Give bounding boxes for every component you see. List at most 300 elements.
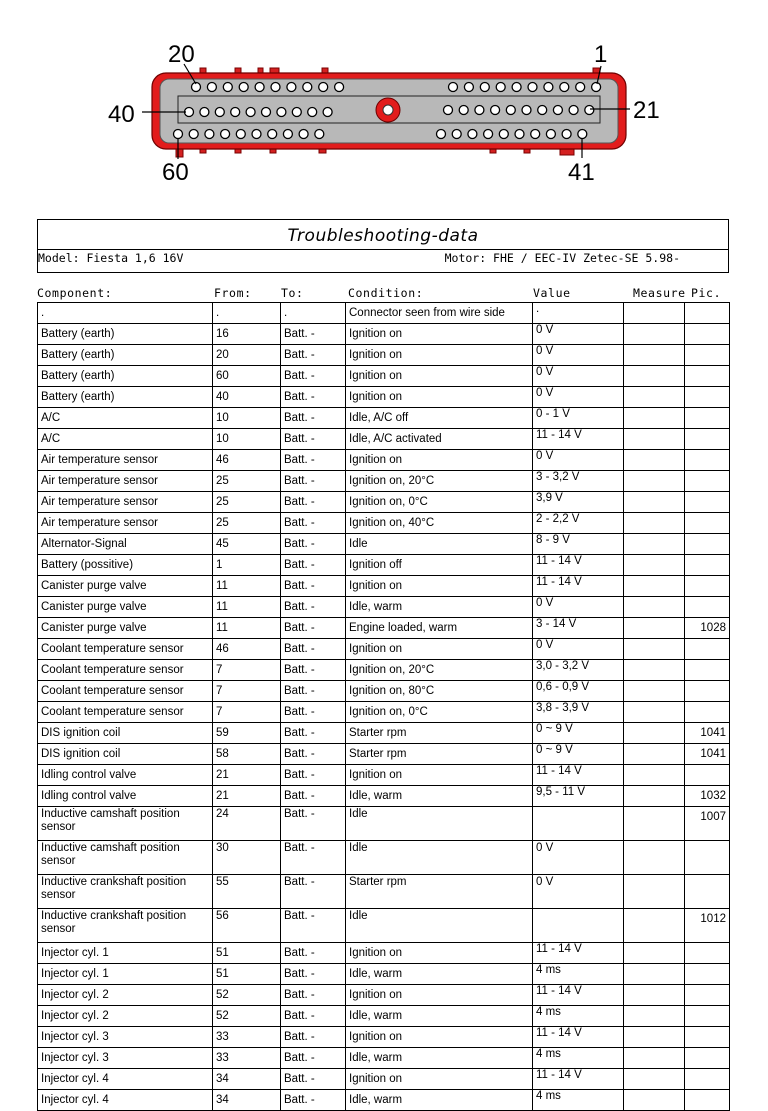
table-row [38, 744, 730, 765]
cell-to: Batt. - [281, 786, 346, 807]
table-row [38, 639, 730, 660]
cell-measure [624, 909, 685, 943]
cell-from: 24 [213, 807, 281, 841]
cell-condition: Ignition on, 0°C [346, 492, 533, 513]
table-row [38, 618, 730, 639]
cell-condition: Ignition on, 0°C [346, 702, 533, 723]
cell-pic [685, 1048, 730, 1069]
cell-value: 0 V [533, 450, 624, 471]
cell-from: 11 [213, 597, 281, 618]
cell-to: Batt. - [281, 1090, 346, 1111]
cell-component: Battery (earth) [38, 387, 213, 408]
cell-value: 11 - 14 V [533, 1069, 624, 1090]
cell-to: Batt. - [281, 964, 346, 985]
cell-condition: Ignition on [346, 985, 533, 1006]
cell-from: 34 [213, 1069, 281, 1090]
connector-pin [585, 106, 594, 115]
cell-from: 51 [213, 943, 281, 964]
connector-pin [239, 83, 248, 92]
cell-from: 10 [213, 429, 281, 450]
cell-component: A/C [38, 429, 213, 450]
cell-component: Inductive camshaft position sensor [38, 807, 213, 841]
cell-value: 3 - 3,2 V [533, 471, 624, 492]
connector-pin [506, 106, 515, 115]
cell-measure [624, 450, 685, 471]
cell-from: 11 [213, 618, 281, 639]
connector-pin [562, 130, 571, 139]
cell-from: 34 [213, 1090, 281, 1111]
cell-to: Batt. - [281, 875, 346, 909]
table-row [38, 841, 730, 875]
cell-measure [624, 660, 685, 681]
cell-value: 0 V [533, 366, 624, 387]
pin-label-41: 41 [568, 159, 595, 186]
cell-condition: Idle, warm [346, 1090, 533, 1111]
cell-condition: Ignition on [346, 639, 533, 660]
cell-measure [624, 723, 685, 744]
cell-pic [685, 660, 730, 681]
cell-measure [624, 597, 685, 618]
cell-pic [685, 1090, 730, 1111]
connector-pin [437, 130, 446, 139]
cell-measure [624, 1090, 685, 1111]
cell-component: Injector cyl. 4 [38, 1069, 213, 1090]
cell-condition: Starter rpm [346, 744, 533, 765]
cell-condition: Ignition on [346, 943, 533, 964]
cell-value: 11 - 14 V [533, 1027, 624, 1048]
cell-value: 0 V [533, 387, 624, 408]
cell-to: Batt. - [281, 1048, 346, 1069]
cell-component: Canister purge valve [38, 618, 213, 639]
cell-condition: Idle [346, 534, 533, 555]
cell-pic [685, 765, 730, 786]
cell-component: Coolant temperature sensor [38, 639, 213, 660]
cell-value: 8 - 9 V [533, 534, 624, 555]
cell-measure [624, 303, 685, 324]
cell-value: 9,5 - 11 V [533, 786, 624, 807]
cell-measure [624, 964, 685, 985]
ecu-connector-diagram [0, 0, 768, 200]
pin-label-60: 60 [162, 159, 189, 186]
cell-from: 58 [213, 744, 281, 765]
cell-pic [685, 597, 730, 618]
table-row [38, 702, 730, 723]
header-component: Component: [37, 286, 113, 300]
cell-condition: Ignition on [346, 324, 533, 345]
cell-value: 11 - 14 V [533, 555, 624, 576]
cell-condition: Ignition on [346, 576, 533, 597]
connector-pin [292, 108, 301, 117]
pin-label-21: 21 [633, 97, 660, 124]
cell-pic [685, 345, 730, 366]
connector-pin [553, 106, 562, 115]
table-row [38, 1048, 730, 1069]
cell-measure [624, 555, 685, 576]
pin-label-20: 20 [168, 41, 195, 68]
pin-label-1: 1 [594, 41, 608, 68]
table-row [38, 366, 730, 387]
header-condition: Condition: [348, 286, 424, 300]
cell-condition: Starter rpm [346, 723, 533, 744]
cell-measure [624, 513, 685, 534]
cell-value: 11 - 14 V [533, 943, 624, 964]
cell-from: 25 [213, 492, 281, 513]
cell-measure [624, 366, 685, 387]
cell-condition: Idle, warm [346, 1048, 533, 1069]
table-row [38, 1006, 730, 1027]
table-row [38, 786, 730, 807]
cell-component: Injector cyl. 4 [38, 1090, 213, 1111]
cell-pic: 1041 [685, 744, 730, 765]
table-row [38, 909, 730, 943]
table-row [38, 1069, 730, 1090]
connector-pin [592, 83, 601, 92]
cell-pic [685, 702, 730, 723]
cell-to: Batt. - [281, 387, 346, 408]
table-row [38, 807, 730, 841]
cell-measure [624, 1069, 685, 1090]
connector-pin [319, 83, 328, 92]
header-pic: Pic. [691, 286, 722, 300]
cell-component: Injector cyl. 2 [38, 985, 213, 1006]
cell-pic [685, 513, 730, 534]
motor-line: Motor: FHE / EEC-IV Zetec-SE 5.98- [444, 251, 680, 265]
cell-to: Batt. - [281, 681, 346, 702]
cell-measure [624, 618, 685, 639]
cell-to: Batt. - [281, 765, 346, 786]
connector-pin [475, 106, 484, 115]
cell-component: . [38, 303, 213, 324]
cell-pic [685, 964, 730, 985]
connector-pin [468, 130, 477, 139]
cell-condition: Idle [346, 909, 533, 943]
model-line: Model: Fiesta 1,6 16V [38, 251, 184, 265]
cell-value: 0 V [533, 597, 624, 618]
table-row [38, 660, 730, 681]
connector-pin [223, 83, 232, 92]
cell-measure [624, 807, 685, 841]
cell-pic [685, 1027, 730, 1048]
cell-component: Battery (earth) [38, 366, 213, 387]
connector-pin [569, 106, 578, 115]
cell-value: 0 V [533, 324, 624, 345]
cell-value: . [533, 303, 624, 324]
cell-condition: Ignition on [346, 366, 533, 387]
table-row [38, 597, 730, 618]
cell-condition: Ignition on, 80°C [346, 681, 533, 702]
cell-to: Batt. - [281, 744, 346, 765]
connector-pin [531, 130, 540, 139]
connector-pin [207, 83, 216, 92]
connector-pin [323, 108, 332, 117]
cell-condition: Idle, warm [346, 964, 533, 985]
cell-condition: Idle, A/C off [346, 408, 533, 429]
connector-pin [308, 108, 317, 117]
cell-from: 46 [213, 450, 281, 471]
cell-from: 7 [213, 681, 281, 702]
cell-measure [624, 492, 685, 513]
cell-from: 25 [213, 471, 281, 492]
cell-value: 0 V [533, 639, 624, 660]
cell-pic [685, 841, 730, 875]
cell-pic [685, 681, 730, 702]
cell-measure [624, 1048, 685, 1069]
header-measure: Measure [633, 286, 686, 300]
cell-value [533, 807, 624, 841]
cell-pic [685, 534, 730, 555]
cell-condition: Idle, warm [346, 1006, 533, 1027]
cell-component: DIS ignition coil [38, 723, 213, 744]
connector-pin [271, 83, 280, 92]
cell-to: Batt. - [281, 1069, 346, 1090]
cell-to: Batt. - [281, 429, 346, 450]
connector-pin [464, 83, 473, 92]
cell-from: 30 [213, 841, 281, 875]
cell-value: 3,8 - 3,9 V [533, 702, 624, 723]
cell-component: Canister purge valve [38, 576, 213, 597]
cell-value: 0 - 1 V [533, 408, 624, 429]
cell-component: Alternator-Signal [38, 534, 213, 555]
cell-to: Batt. - [281, 909, 346, 943]
cell-component: Injector cyl. 1 [38, 943, 213, 964]
cell-pic: 1007 [685, 807, 730, 841]
header-to: To: [281, 286, 304, 300]
cell-component: Canister purge valve [38, 597, 213, 618]
cell-measure [624, 639, 685, 660]
cell-from: 46 [213, 639, 281, 660]
table-row [38, 1027, 730, 1048]
connector-pin [578, 130, 587, 139]
cell-from: 56 [213, 909, 281, 943]
table-row [38, 681, 730, 702]
cell-to: Batt. - [281, 1006, 346, 1027]
table-row [38, 1090, 730, 1111]
connector-pin [522, 106, 531, 115]
cell-value: 3,9 V [533, 492, 624, 513]
cell-component: Injector cyl. 1 [38, 964, 213, 985]
connector-pin [544, 83, 553, 92]
cell-condition: Engine loaded, warm [346, 618, 533, 639]
connector-pin [496, 83, 505, 92]
cell-condition: Idle [346, 807, 533, 841]
cell-to: Batt. - [281, 985, 346, 1006]
cell-pic: 1032 [685, 786, 730, 807]
cell-measure [624, 875, 685, 909]
cell-to: Batt. - [281, 471, 346, 492]
table-row [38, 985, 730, 1006]
connector-pin [515, 130, 524, 139]
cell-component: Air temperature sensor [38, 513, 213, 534]
cell-from: 59 [213, 723, 281, 744]
connector-pin [546, 130, 555, 139]
cell-to: Batt. - [281, 943, 346, 964]
cell-from: 20 [213, 345, 281, 366]
cell-value: 4 ms [533, 1006, 624, 1027]
cell-measure [624, 429, 685, 450]
cell-from: 33 [213, 1027, 281, 1048]
connector-pin [287, 83, 296, 92]
cell-condition: Ignition on [346, 387, 533, 408]
cell-from: 45 [213, 534, 281, 555]
cell-to: Batt. - [281, 534, 346, 555]
cell-component: Inductive crankshaft position sensor [38, 909, 213, 943]
table-row [38, 345, 730, 366]
connector-pin [236, 130, 245, 139]
cell-to: Batt. - [281, 723, 346, 744]
connector-pin [200, 108, 209, 117]
connector-pin [174, 130, 183, 139]
cell-value: 4 ms [533, 964, 624, 985]
cell-value [533, 909, 624, 943]
cell-from: 1 [213, 555, 281, 576]
cell-pic [685, 639, 730, 660]
cell-to: Batt. - [281, 513, 346, 534]
cell-to: Batt. - [281, 576, 346, 597]
cell-from: 16 [213, 324, 281, 345]
cell-from: 55 [213, 875, 281, 909]
cell-to: Batt. - [281, 807, 346, 841]
cell-from: 25 [213, 513, 281, 534]
cell-pic: 1028 [685, 618, 730, 639]
cell-to: Batt. - [281, 639, 346, 660]
connector-pin [491, 106, 500, 115]
connector-pin [215, 108, 224, 117]
table-row [38, 324, 730, 345]
cell-component: Idling control valve [38, 765, 213, 786]
cell-measure [624, 744, 685, 765]
cell-pic [685, 387, 730, 408]
table-row [38, 555, 730, 576]
cell-to: Batt. - [281, 555, 346, 576]
cell-component: Injector cyl. 2 [38, 1006, 213, 1027]
cell-measure [624, 786, 685, 807]
cell-component: Injector cyl. 3 [38, 1027, 213, 1048]
connector-pin [205, 130, 214, 139]
table-row [38, 429, 730, 450]
cell-component: Inductive camshaft position sensor [38, 841, 213, 875]
cell-to: Batt. - [281, 597, 346, 618]
cell-from: 7 [213, 660, 281, 681]
cell-measure [624, 1027, 685, 1048]
document-title: Troubleshooting-data [38, 223, 728, 250]
cell-to: Batt. - [281, 366, 346, 387]
cell-value: 0 ~ 9 V [533, 744, 624, 765]
cell-value: 0 ~ 9 V [533, 723, 624, 744]
cell-from: 11 [213, 576, 281, 597]
cell-from: 40 [213, 387, 281, 408]
cell-condition: Ignition on [346, 1069, 533, 1090]
table-row [38, 408, 730, 429]
cell-condition: Idle, A/C activated [346, 429, 533, 450]
cell-component: A/C [38, 408, 213, 429]
cell-pic [685, 303, 730, 324]
cell-component: Battery (possitive) [38, 555, 213, 576]
connector-pin [283, 130, 292, 139]
cell-pic [685, 408, 730, 429]
cell-from: 7 [213, 702, 281, 723]
connector-pin [449, 83, 458, 92]
cell-pic [685, 492, 730, 513]
cell-pic [685, 429, 730, 450]
cell-value: 11 - 14 V [533, 985, 624, 1006]
connector-pin [268, 130, 277, 139]
cell-to: Batt. - [281, 408, 346, 429]
cell-measure [624, 702, 685, 723]
cell-component: Inductive crankshaft position sensor [38, 875, 213, 909]
cell-condition: Ignition on, 20°C [346, 660, 533, 681]
cell-pic [685, 1006, 730, 1027]
table-row [38, 387, 730, 408]
cell-to: Batt. - [281, 324, 346, 345]
connector-pin [538, 106, 547, 115]
cell-to: Batt. - [281, 492, 346, 513]
cell-pic: 1012 [685, 909, 730, 943]
cell-measure [624, 1006, 685, 1027]
cell-condition: Ignition on [346, 450, 533, 471]
cell-condition: Ignition on, 20°C [346, 471, 533, 492]
cell-component: Idling control valve [38, 786, 213, 807]
cell-from: 52 [213, 985, 281, 1006]
connector-pin [452, 130, 461, 139]
table-row [38, 513, 730, 534]
cell-measure [624, 471, 685, 492]
cell-value: 3 - 14 V [533, 618, 624, 639]
cell-measure [624, 765, 685, 786]
cell-component: Injector cyl. 3 [38, 1048, 213, 1069]
cell-component: Battery (earth) [38, 324, 213, 345]
connector-pin [246, 108, 255, 117]
cell-to: . [281, 303, 346, 324]
cell-condition: Ignition on, 40°C [346, 513, 533, 534]
table-row [38, 875, 730, 909]
connector-pin [262, 108, 271, 117]
cell-from: . [213, 303, 281, 324]
cell-measure [624, 985, 685, 1006]
cell-to: Batt. - [281, 660, 346, 681]
cell-condition: Idle [346, 841, 533, 875]
cell-value: 0,6 - 0,9 V [533, 681, 624, 702]
connector-pin [255, 83, 264, 92]
cell-to: Batt. - [281, 1027, 346, 1048]
cell-component: DIS ignition coil [38, 744, 213, 765]
connector-pin [299, 130, 308, 139]
connector-pin [221, 130, 230, 139]
table-row [38, 303, 730, 324]
cell-measure [624, 576, 685, 597]
connector-pin [576, 83, 585, 92]
cell-measure [624, 324, 685, 345]
cell-condition: Ignition on [346, 1027, 533, 1048]
cell-from: 21 [213, 765, 281, 786]
troubleshooting-table [37, 302, 730, 1111]
cell-to: Batt. - [281, 450, 346, 471]
connector-pin [189, 130, 198, 139]
cell-from: 10 [213, 408, 281, 429]
cell-to: Batt. - [281, 345, 346, 366]
cell-measure [624, 841, 685, 875]
cell-from: 33 [213, 1048, 281, 1069]
cell-pic [685, 1069, 730, 1090]
cell-value: 4 ms [533, 1090, 624, 1111]
cell-pic [685, 943, 730, 964]
cell-pic [685, 471, 730, 492]
cell-condition: Connector seen from wire side [346, 303, 533, 324]
cell-condition: Starter rpm [346, 875, 533, 909]
cell-pic: 1041 [685, 723, 730, 744]
info-box [37, 219, 729, 273]
cell-from: 51 [213, 964, 281, 985]
cell-pic [685, 324, 730, 345]
